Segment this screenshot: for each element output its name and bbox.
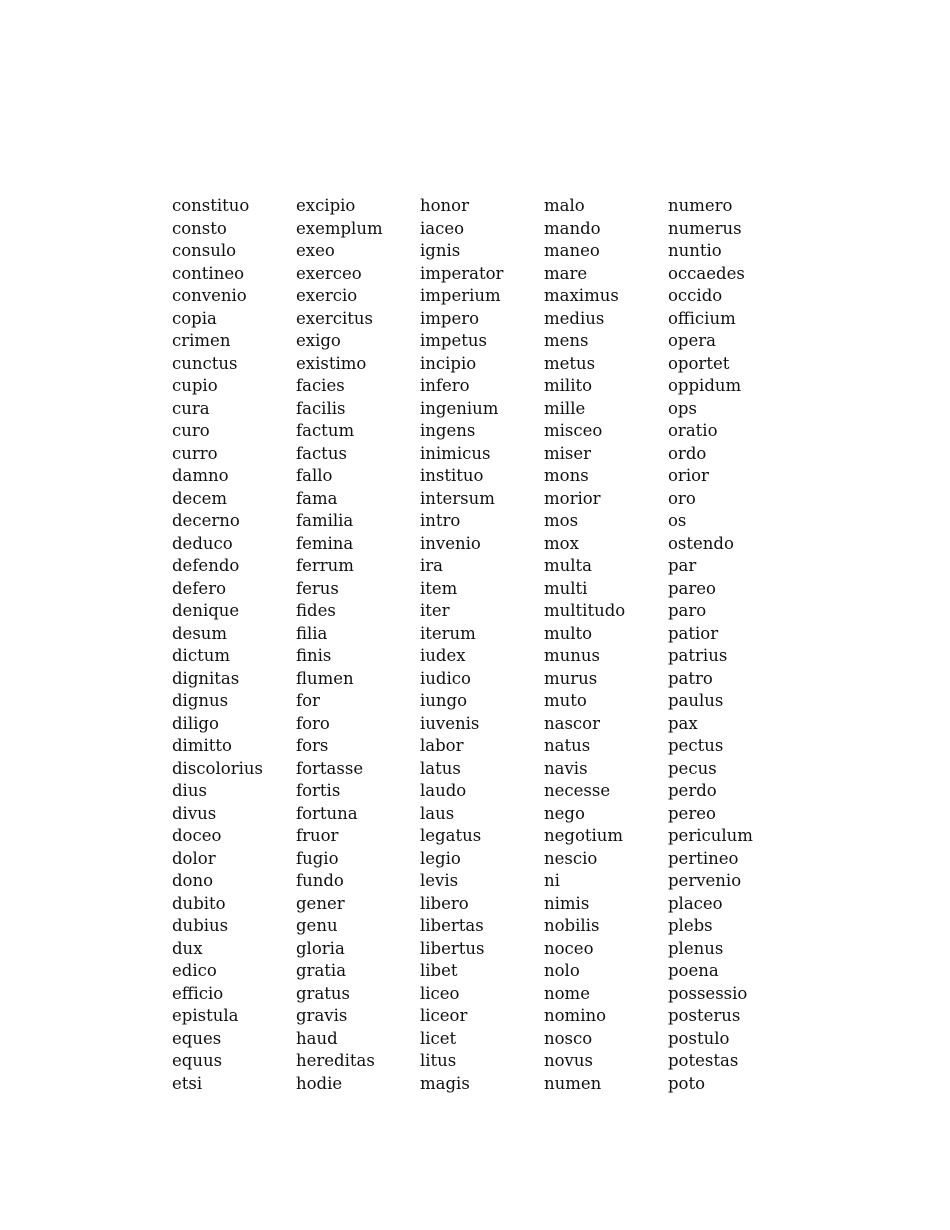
word-entry: pervenio: [668, 871, 742, 890]
word-entry: existimo: [296, 353, 367, 373]
word-entry: licet: [420, 1028, 457, 1048]
word-entry: muto: [544, 691, 587, 710]
word-entry: maneo: [544, 241, 600, 260]
word-entry: morior: [544, 488, 601, 508]
word-entry: latus: [420, 758, 461, 778]
word-entry: orior: [668, 466, 709, 485]
word-column-1: [172, 195, 296, 1095]
word-entry: decerno: [172, 511, 240, 530]
word-entry: legatus: [420, 826, 482, 845]
word-entry: dubito: [172, 893, 226, 913]
word-entry: gratus: [296, 983, 351, 1003]
word-entry: exigo: [296, 331, 341, 350]
word-entry: nomino: [544, 1006, 607, 1025]
word-entry: intro: [420, 511, 461, 530]
word-entry: iterum: [420, 623, 476, 643]
word-entry: exerceo: [296, 263, 362, 283]
word-entry: invenio: [420, 533, 481, 553]
word-entry: dignitas: [172, 668, 240, 688]
word-entry: intersum: [420, 488, 495, 508]
word-entry: discolorius: [172, 758, 263, 778]
word-entry: oppidum: [668, 376, 742, 395]
word-entry: defero: [172, 578, 227, 598]
word-entry: libero: [420, 893, 469, 913]
word-entry: iaceo: [420, 218, 465, 238]
word-entry: factum: [296, 421, 355, 440]
word-entry: edico: [172, 961, 217, 980]
word-entry: exeo: [296, 241, 335, 260]
word-entry: impetus: [420, 331, 487, 350]
word-entry: fugio: [296, 848, 339, 868]
word-entry: libertas: [420, 916, 484, 935]
word-entry: labor: [420, 736, 464, 755]
word-entry: exercio: [296, 286, 358, 305]
word-entry: dono: [172, 871, 214, 890]
word-entry: equus: [172, 1051, 223, 1070]
word-entry: opera: [668, 331, 716, 350]
word-entry: ira: [420, 556, 444, 575]
word-entry: multo: [544, 623, 593, 643]
word-entry: denique: [172, 601, 240, 620]
word-entry: noceo: [544, 938, 594, 958]
word-entry: mos: [544, 511, 579, 530]
word-entry: misceo: [544, 421, 603, 440]
word-entry: fama: [296, 488, 338, 508]
word-entry: iudex: [420, 646, 466, 665]
word-entry: patrius: [668, 646, 728, 665]
word-entry: cunctus: [172, 353, 238, 373]
word-entry: gener: [296, 893, 345, 913]
word-entry: patro: [668, 668, 713, 688]
word-entry: fortis: [296, 781, 341, 800]
word-entry: decem: [172, 488, 227, 508]
word-entry: eques: [172, 1028, 222, 1048]
word-entry: impero: [420, 308, 480, 328]
word-entry: iter: [420, 601, 450, 620]
word-entry: iuvenis: [420, 713, 480, 733]
word-entry: libet: [420, 961, 458, 980]
word-entry: copia: [172, 308, 217, 328]
word-entry: iungo: [420, 691, 468, 710]
word-entry: nego: [544, 803, 585, 823]
word-entry: honor: [420, 196, 470, 215]
word-entry: for: [296, 691, 320, 710]
word-entry: litus: [420, 1051, 457, 1070]
word-entry: consto: [172, 218, 227, 238]
word-entry: pareo: [668, 578, 716, 598]
word-entry: paulus: [668, 691, 724, 710]
word-entry: mox: [544, 533, 579, 553]
word-entry: defendo: [172, 556, 240, 575]
word-entry: postulo: [668, 1028, 730, 1048]
word-entry: milito: [544, 376, 593, 395]
word-entry: genu: [296, 916, 338, 935]
word-entry: oportet: [668, 353, 730, 373]
word-entry: doceo: [172, 826, 222, 845]
word-entry: patior: [668, 623, 719, 643]
word-entry: laus: [420, 803, 455, 823]
word-entry: contineo: [172, 263, 245, 283]
word-entry: possessio: [668, 983, 748, 1003]
word-entry: occido: [668, 286, 723, 305]
word-entry: efficio: [172, 983, 224, 1003]
word-entry: mons: [544, 466, 589, 485]
word-entry: fortasse: [296, 758, 364, 778]
word-entry: fruor: [296, 826, 339, 845]
word-entry: laudo: [420, 781, 467, 800]
word-entry: mens: [544, 331, 589, 350]
word-entry: potestas: [668, 1051, 739, 1070]
word-entry: pertineo: [668, 848, 739, 868]
word-entry: mando: [544, 218, 601, 238]
word-entry: dolor: [172, 848, 216, 868]
word-entry: nascor: [544, 713, 600, 733]
word-entry: consulo: [172, 241, 237, 260]
word-entry: nosco: [544, 1028, 593, 1048]
word-entry: foro: [296, 713, 330, 733]
word-entry: occaedes: [668, 263, 745, 283]
word-entry: damno: [172, 466, 229, 485]
word-entry: hereditas: [296, 1051, 375, 1070]
word-entry: dictum: [172, 646, 230, 665]
word-column-5: [668, 195, 792, 1095]
word-entry: legio: [420, 848, 461, 868]
word-entry: ferrum: [296, 556, 354, 575]
word-entry: fides: [296, 601, 336, 620]
word-entry: ignis: [420, 241, 461, 260]
word-entry: levis: [420, 871, 459, 890]
word-entry: excipio: [296, 196, 356, 215]
word-entry: pecus: [668, 758, 717, 778]
word-entry: item: [420, 578, 458, 598]
word-entry: magis: [420, 1073, 470, 1093]
word-entry: nobilis: [544, 916, 600, 935]
word-entry: ostendo: [668, 533, 734, 553]
word-entry: fallo: [296, 466, 333, 485]
word-entry: inimicus: [420, 443, 491, 463]
word-entry: ordo: [668, 443, 707, 463]
word-entry: gravis: [296, 1006, 348, 1025]
word-entry: mille: [544, 398, 586, 418]
word-entry: posterus: [668, 1006, 741, 1025]
word-entry: dux: [172, 938, 203, 958]
word-entry: navis: [544, 758, 588, 778]
word-entry: plenus: [668, 938, 724, 958]
word-entry: constituo: [172, 196, 250, 215]
word-entry: haud: [296, 1028, 338, 1048]
word-entry: miser: [544, 443, 592, 463]
word-entry: poto: [668, 1073, 706, 1093]
word-entry: nescio: [544, 848, 598, 868]
word-entry: factus: [296, 443, 347, 463]
word-entry: malo: [544, 196, 585, 215]
word-entry: officium: [668, 308, 736, 328]
word-entry: multitudo: [544, 601, 626, 620]
word-entry: placeo: [668, 893, 723, 913]
word-entry: novus: [544, 1051, 593, 1070]
word-entry: munus: [544, 646, 600, 665]
word-entry: ni: [544, 871, 560, 890]
word-entry: nolo: [544, 961, 580, 980]
word-entry: poena: [668, 961, 719, 980]
word-entry: gloria: [296, 938, 345, 958]
word-entry: diligo: [172, 713, 219, 733]
word-entry: epistula: [172, 1006, 239, 1025]
word-entry: curro: [172, 443, 218, 463]
word-entry: oro: [668, 488, 696, 508]
word-entry: curo: [172, 421, 210, 440]
word-column-3: [420, 195, 544, 1095]
word-entry: filia: [296, 623, 328, 643]
word-entry: crimen: [172, 331, 231, 350]
word-entry: dius: [172, 781, 207, 800]
word-entry: finis: [296, 646, 332, 665]
word-entry: nimis: [544, 893, 590, 913]
word-entry: pax: [668, 713, 698, 733]
word-entry: cupio: [172, 376, 218, 395]
word-entry: ingenium: [420, 398, 499, 418]
word-entry: pectus: [668, 736, 724, 755]
word-entry: imperium: [420, 286, 501, 305]
word-entry: iudico: [420, 668, 471, 688]
word-entry: deduco: [172, 533, 233, 553]
word-entry: par: [668, 556, 697, 575]
word-entry: nome: [544, 983, 590, 1003]
word-entry: exercitus: [296, 308, 373, 328]
word-entry: pereo: [668, 803, 716, 823]
word-entry: incipio: [420, 353, 477, 373]
word-entry: femina: [296, 533, 354, 553]
word-entry: flumen: [296, 668, 354, 688]
word-entry: oratio: [668, 421, 718, 440]
word-entry: dignus: [172, 691, 229, 710]
word-entry: natus: [544, 736, 591, 755]
word-entry: gratia: [296, 961, 347, 980]
word-entry: ferus: [296, 578, 339, 598]
word-entry: facies: [296, 376, 345, 395]
word-entry: numero: [668, 196, 733, 215]
word-entry: dubius: [172, 916, 229, 935]
word-entry: ingens: [420, 421, 476, 440]
word-entry: fundo: [296, 871, 344, 890]
word-entry: fortuna: [296, 803, 358, 823]
word-entry: imperator: [420, 263, 504, 283]
word-entry: metus: [544, 353, 596, 373]
word-entry: dimitto: [172, 736, 232, 755]
word-entry: hodie: [296, 1073, 343, 1093]
word-entry: perdo: [668, 781, 717, 800]
word-entry: desum: [172, 623, 228, 643]
word-entry: instituo: [420, 466, 484, 485]
word-entry: numen: [544, 1073, 602, 1093]
word-entry: os: [668, 511, 687, 530]
word-entry: paro: [668, 601, 707, 620]
word-entry: liceor: [420, 1006, 468, 1025]
word-entry: mare: [544, 263, 588, 283]
word-entry: exemplum: [296, 218, 383, 238]
word-entry: etsi: [172, 1073, 203, 1093]
word-entry: periculum: [668, 826, 753, 845]
word-entry: medius: [544, 308, 605, 328]
word-column-2: [296, 195, 420, 1095]
word-entry: murus: [544, 668, 598, 688]
word-entry: divus: [172, 803, 217, 823]
word-entry: plebs: [668, 916, 713, 935]
word-entry: necesse: [544, 781, 611, 800]
word-entry: liceo: [420, 983, 460, 1003]
word-entry: libertus: [420, 938, 485, 958]
word-entry: convenio: [172, 286, 247, 305]
word-column-4: [544, 195, 668, 1095]
word-entry: maximus: [544, 286, 619, 305]
word-entry: negotium: [544, 826, 624, 845]
word-entry: cura: [172, 398, 210, 418]
word-entry: multa: [544, 556, 593, 575]
word-entry: infero: [420, 376, 470, 395]
word-entry: facilis: [296, 398, 346, 418]
word-entry: nuntio: [668, 241, 722, 260]
word-entry: multi: [544, 578, 588, 598]
latin-word-list: [172, 195, 792, 1095]
word-entry: ops: [668, 398, 697, 418]
word-entry: fors: [296, 736, 329, 755]
word-entry: numerus: [668, 218, 742, 238]
word-entry: familia: [296, 511, 354, 530]
